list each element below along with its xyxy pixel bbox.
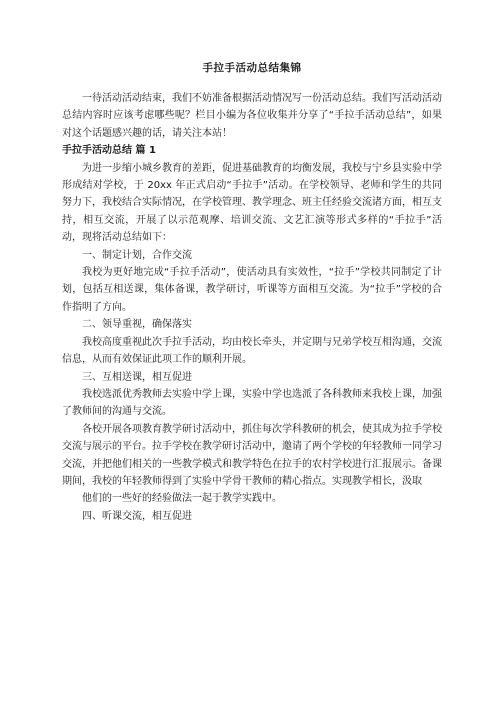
section-3-paragraph-2: 各校开展各项教育教学研讨活动中，抓住每次学科教研的机会，使其成为拉手学校交流与展示的平台。拉手学校在教学研讨活动中，邀请了两个学校的年轻教师一同学习交流，并把他们相关的一些教学模式和教学特色在拉手的农村学校进行汇报展示。备课期间，我校的年轻教师得到了实验中学骨干教师的精心指点。实现教学相长，汲取 xyxy=(62,423,442,487)
section-3-heading: 三、互相送课，相互促进 xyxy=(82,371,192,383)
document-title: 手拉手活动总结集锦 xyxy=(202,62,302,74)
intro-paragraph: 一待活动活动结束，我们不妨准备根据活动情况写一份活动总结。我们写活动活动总结内容时应该考虑哪些呢？栏目小编为各位收集并分享了“手拉手活动总结”，如果对这个话题感兴趣的话，请关注本站！ xyxy=(62,93,442,139)
section-2-heading: 二、领导重视，确保落实 xyxy=(82,319,192,331)
article-heading: 手拉手活动总结 篇 1 xyxy=(62,145,156,157)
document-page xyxy=(62,60,442,525)
section-2-paragraph: 我校高度重视此次手拉手活动，均由校长牵头，并定期与兄弟学校互相沟通，交流信息，从而有效保证此项工作的顺利开展。 xyxy=(62,336,442,366)
section-3-paragraph-3: 他们的一些好的经验做法一起于教学实践中。 xyxy=(82,493,282,505)
section-3-paragraph-1: 我校选派优秀教师去实验中学上课，实验中学也选派了各科教师来我校上课，加强了教师间的沟通与交流。 xyxy=(62,388,442,418)
section-4-heading: 四、听课交流，相互促进 xyxy=(82,510,192,522)
article-intro-paragraph: 为进一步缩小城乡教育的差距，促进基础教育的均衡发展，我校与宁乡县实验中学形成结对学校，于 20xx 年正式启动“手拉手”活动。在学校领导、老师和学生的共同努力下，我校结合实际情况，在学校管理、教学理念、班主任经验交流诸方面，相互支持，相互交流，开展了以示范观摩、培训交流、文艺汇演等形式多样的“手拉手”活动，现将活动总结如下： xyxy=(62,162,442,244)
section-1-heading: 一、制定计划，合作交流 xyxy=(82,249,192,261)
section-1-paragraph: 我校为更好地完成“手拉手活动”，使活动具有实效性，“拉手”学校共同制定了计划，包括互相送课，集体备课，教学研讨，听课等方面相互交流。为“拉手”学校的合作指明了方向。 xyxy=(62,267,442,313)
